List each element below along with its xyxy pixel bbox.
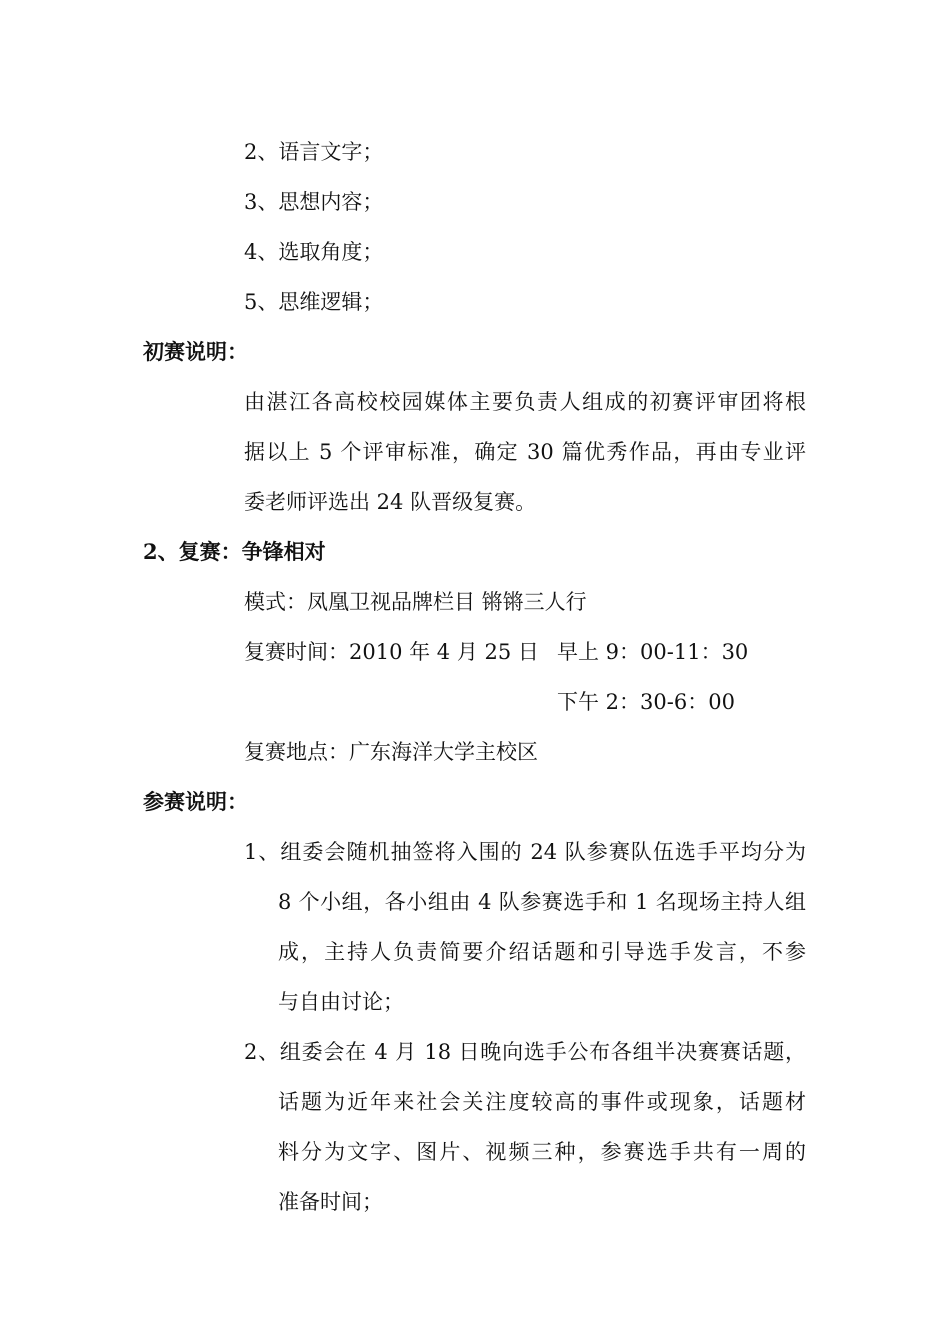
participation-heading: 参赛说明：: [143, 789, 248, 814]
participation-item-1-line: 8 个小组，各小组由 4 队参赛选手和 1 名现场主持人组: [278, 890, 806, 914]
preliminary-paragraph-line: 由湛江各高校校园媒体主要负责人组成的初赛评审团将根: [244, 390, 806, 414]
semifinal-time-afternoon: 下午 2：30-6：00: [557, 690, 735, 714]
preliminary-paragraph-line: 据以上 5 个评审标准，确定 30 篇优秀作品，再由专业评: [244, 440, 806, 464]
criteria-item: 5、思维逻辑；: [244, 290, 384, 314]
criteria-item: 2、语言文字；: [244, 140, 384, 164]
participation-item-2-line: 话题为近年来社会关注度较高的事件或现象，话题材: [278, 1090, 806, 1114]
participation-item-2-line: 料分为文字、图片、视频三种，参赛选手共有一周的: [278, 1140, 806, 1164]
criteria-item: 4、选取角度；: [244, 240, 384, 264]
semifinal-mode: 模式：凤凰卫视品牌栏目 锵锵三人行: [244, 590, 587, 614]
criteria-item: 3、思想内容；: [244, 190, 384, 214]
participation-item-2-line: 2、组委会在 4 月 18 日晚向选手公布各组半决赛赛话题，: [244, 1040, 806, 1064]
semifinal-location: 复赛地点：广东海洋大学主校区: [244, 740, 538, 764]
preliminary-paragraph-line: 委老师评选出 24 队晋级复赛。: [244, 490, 537, 514]
participation-item-1-line: 成，主持人负责简要介绍话题和引导选手发言，不参: [278, 940, 806, 964]
participation-item-1-line: 与自由讨论；: [278, 990, 404, 1014]
semifinal-time: 复赛时间：2010 年 4 月 25 日: [244, 640, 539, 664]
participation-item-1-line: 1、组委会随机抽签将入围的 24 队参赛队伍选手平均分为: [244, 840, 806, 864]
semifinal-time-morning: 早上 9：00-11：30: [557, 640, 749, 664]
participation-item-2-line: 准备时间；: [278, 1190, 383, 1214]
preliminary-heading: 初赛说明：: [143, 339, 248, 364]
semifinal-heading: 2、复赛：争锋相对: [143, 539, 326, 564]
